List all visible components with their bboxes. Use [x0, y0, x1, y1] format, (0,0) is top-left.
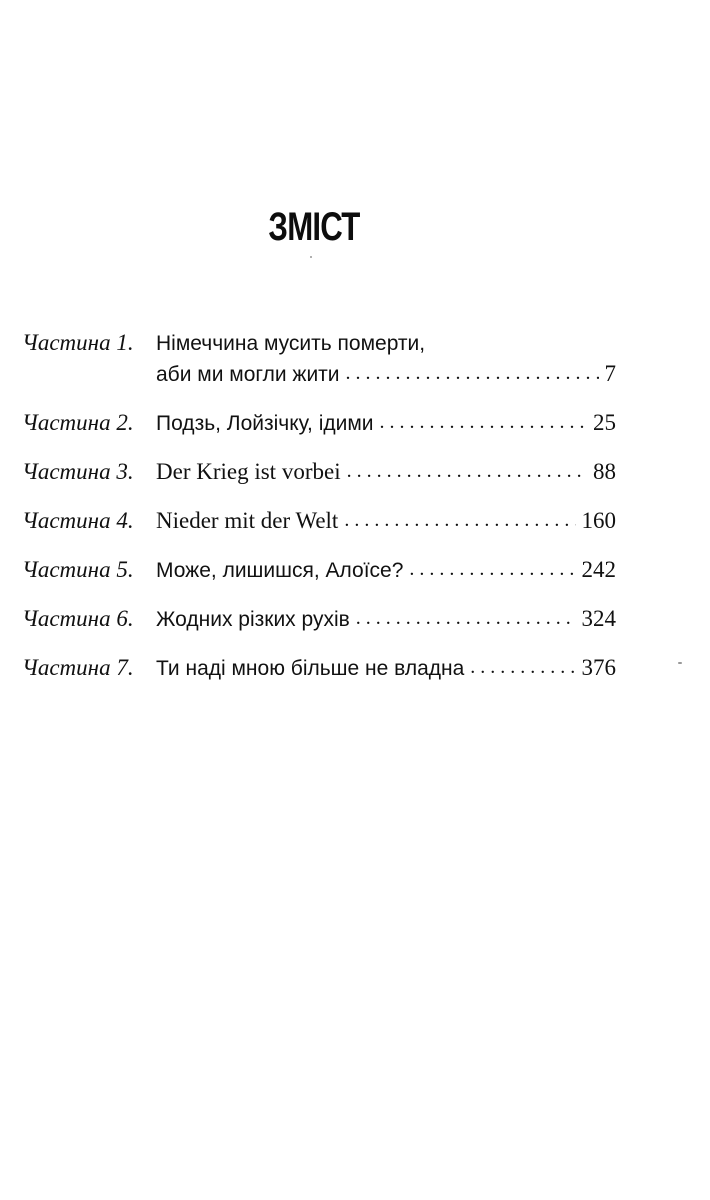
toc-entry-part-1 — [22, 328, 616, 390]
dot-leader — [347, 455, 587, 486]
dot-leader — [346, 357, 599, 388]
part-label: Частина 5. — [22, 557, 134, 582]
part-label: Частина 7. — [22, 655, 134, 680]
part-label: Частина 6. — [22, 606, 134, 631]
print-speck — [310, 256, 312, 258]
chapter-title-continued: аби ми могли жити — [156, 363, 340, 386]
part-label: Частина 3. — [22, 459, 134, 484]
toc-entry-part-7 — [22, 653, 616, 684]
print-speck — [678, 662, 682, 664]
chapter-title: Може, лишишся, Алоїсе? — [156, 559, 404, 582]
page-number: 7 — [604, 361, 616, 386]
dot-leader — [380, 406, 587, 437]
dot-leader — [409, 553, 575, 584]
toc-entry-part-4 — [22, 506, 616, 537]
table-of-contents — [22, 328, 616, 702]
page-number: 160 — [581, 508, 616, 533]
page-number: 376 — [581, 655, 616, 680]
page-title: ЗМІСТ — [268, 204, 360, 249]
dot-leader — [356, 602, 576, 633]
chapter-title: Ти наді мною більше не владна — [156, 657, 465, 680]
part-label: Частина 4. — [22, 508, 134, 533]
chapter-title: Німеччина мусить померти, — [156, 332, 426, 355]
page-number: 88 — [593, 459, 616, 484]
dot-leader — [344, 504, 575, 535]
chapter-title: Nieder mit der Welt — [156, 508, 339, 533]
toc-entry-part-6 — [22, 604, 616, 635]
page-number: 242 — [581, 557, 616, 582]
part-label: Частина 2. — [22, 410, 134, 435]
dot-leader — [470, 651, 575, 682]
toc-entry-part-2 — [22, 408, 616, 439]
toc-entry-part-5 — [22, 555, 616, 586]
chapter-title: Жодних різких рухів — [156, 608, 350, 631]
toc-entry-part-3 — [22, 457, 616, 488]
part-label: Частина 1. — [22, 330, 134, 355]
page-number: 324 — [581, 606, 616, 631]
chapter-title: Der Krieg ist vorbei — [156, 459, 341, 484]
page-number: 25 — [593, 410, 616, 435]
chapter-title: Подзь, Лойзічку, ідими — [156, 412, 374, 435]
